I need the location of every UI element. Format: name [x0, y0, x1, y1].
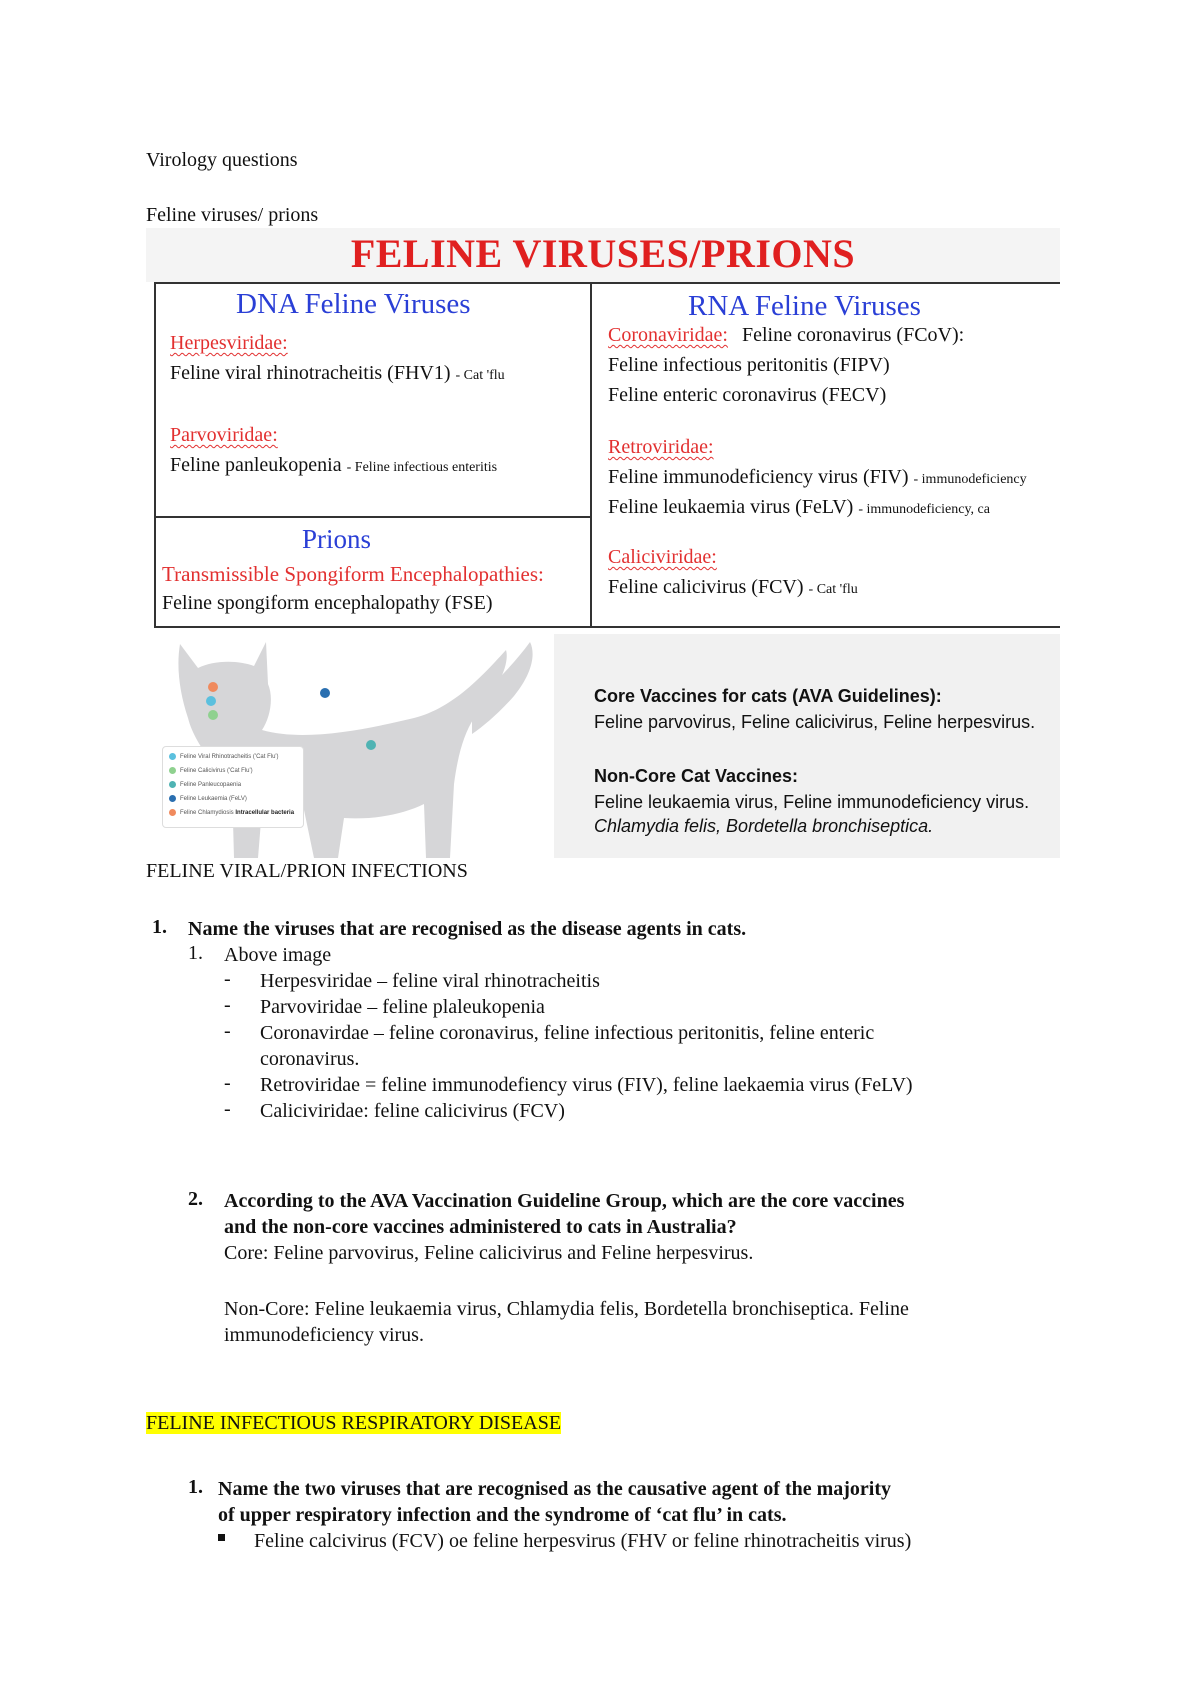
- document-subtitle: Feline viruses/ prions: [146, 204, 319, 226]
- dash-icon: -: [224, 1020, 231, 1042]
- dna-heading: DNA Feline Viruses: [236, 288, 471, 320]
- legend-label: Feline Viral Rhinotracheitis ('Cat Flu'): [180, 754, 279, 761]
- rna-item-fiv-text: Feline immunodeficiency virus (FIV): [608, 466, 909, 488]
- virus-marker-green: [208, 710, 218, 720]
- cat-illustration: [154, 634, 546, 858]
- cat-legend: [162, 746, 304, 828]
- question-2-line-1: According to the AVA Vaccination Guideline Group, which are the core vaccines: [224, 1190, 905, 1212]
- dna-item-panleukopenia: [170, 454, 497, 477]
- bullet-corona: Coronavirdae – feline coronavirus, feline infectious peritonitis, feline enteric: [260, 1022, 875, 1044]
- noncore-vaccines-list-2: Chlamydia felis, Bordetella bronchiseptica.: [594, 816, 934, 836]
- legend-dot-icon: [169, 753, 176, 760]
- s2-answer-1: Feline calcivirus (FCV) oe feline herpesvirus (FHV or feline rhinotracheitis virus): [254, 1530, 912, 1552]
- question-1: Name the viruses that are recognised as the disease agents in cats.: [188, 918, 747, 940]
- legend-item: [169, 781, 241, 788]
- rna-item-fcv: [608, 576, 858, 599]
- s2-question-1-line-2: of upper respiratory infection and the syndrome of ‘cat flu’ in cats.: [218, 1504, 787, 1526]
- legend-item: [169, 795, 247, 802]
- document-title: Virology questions: [146, 149, 298, 171]
- rna-item-felv-text: Feline leukaemia virus (FeLV): [608, 496, 854, 518]
- bullet-corona-cont: coronavirus.: [260, 1048, 360, 1070]
- core-vaccines-heading: Core Vaccines for cats (AVA Guidelines):: [594, 686, 942, 706]
- legend-item: [169, 767, 253, 774]
- rna-item-felv: [608, 496, 1060, 519]
- square-bullet-icon: [218, 1534, 225, 1541]
- dna-item-fhv-text: Feline viral rhinotracheitis (FHV1): [170, 362, 451, 384]
- prions-family: Transmissible Spongiform Encephalopathies:: [162, 562, 544, 586]
- section-heading-respiratory: [146, 1410, 561, 1436]
- legend-dot-icon: [169, 781, 176, 788]
- q2-number: 2.: [188, 1188, 203, 1210]
- highlighted-heading: FELINE INFECTIOUS RESPIRATORY DISEASE: [146, 1412, 562, 1434]
- legend-label: Feline Chlamydiosis: [180, 810, 234, 817]
- dna-item-fhv-note: - Cat 'flu: [455, 368, 505, 383]
- rna-family-corona: Coronaviridae:: [608, 324, 728, 346]
- core-vaccines-list: Feline parvovirus, Feline calicivirus, Feline herpesvirus.: [594, 712, 1036, 732]
- bullet-herpes: Herpesviridae – feline viral rhinotracheitis: [260, 970, 600, 992]
- bullet-retro: Retroviridae = feline immunodefiency virus (FIV), feline laekaemia virus (FeLV): [260, 1074, 913, 1096]
- table-divider-vertical: [590, 284, 592, 628]
- legend-label: Feline Panleucopaenia: [180, 782, 242, 789]
- answer-2-noncore-2: immunodeficiency virus.: [224, 1324, 424, 1346]
- dash-icon: -: [224, 994, 231, 1016]
- rna-item-fipv: Feline infectious peritonitis (FIPV): [608, 354, 890, 376]
- s2-q1-number: 1.: [188, 1476, 203, 1498]
- dash-icon: -: [224, 1098, 231, 1120]
- s2-question-1-line-1: Name the two viruses that are recognised as the causative agent of the majority: [218, 1478, 892, 1500]
- rna-family-retro: Retroviridae:: [608, 436, 714, 458]
- legend-extra: Intracellular bacteria: [235, 810, 295, 817]
- dna-item-panleukopenia-text: Feline panleukopenia: [170, 454, 342, 476]
- dash-icon: -: [224, 968, 231, 990]
- legend-dot-icon: [169, 795, 176, 802]
- bullet-parvo: Parvoviridae – feline plaleukopenia: [260, 996, 545, 1018]
- prions-heading: Prions: [302, 524, 372, 554]
- virus-marker-orange: [208, 682, 218, 692]
- feline-viruses-figure: [146, 228, 1060, 858]
- bullet-calici: Caliciviridae: feline calicivirus (FCV): [260, 1100, 565, 1122]
- dna-item-panleukopenia-note: - Feline infectious enteritis: [346, 460, 498, 475]
- virus-table: [154, 282, 1060, 628]
- legend-item: [169, 753, 279, 760]
- rna-item-fiv-note: - immunodeficiency: [913, 472, 1027, 487]
- answer-2-core: Core: Feline parvovirus, Feline calicivirus and Feline herpesvirus.: [224, 1242, 754, 1264]
- rna-item-fecv: Feline enteric coronavirus (FECV): [608, 384, 887, 406]
- figure-title: FELINE VIRUSES/PRIONS: [350, 231, 856, 276]
- rna-item-fcv-text: Feline calicivirus (FCV): [608, 576, 804, 598]
- question-2-line-2: and the non-core vaccines administered to cats in Australia?: [224, 1216, 737, 1238]
- legend-dot-icon: [169, 809, 176, 816]
- dash-icon: -: [224, 1072, 231, 1094]
- answer-1-text: Above image: [224, 944, 332, 966]
- vaccine-panel: [554, 634, 1060, 858]
- virus-marker-teal: [366, 740, 376, 750]
- answer-2-noncore-1: Non-Core: Feline leukaemia virus, Chlamydia felis, Bordetella bronchiseptica. Feline: [224, 1298, 909, 1320]
- table-divider-horizontal: [156, 516, 590, 518]
- virus-marker-lightblue: [206, 696, 216, 706]
- legend-label: Feline Leukaemia (FeLV): [180, 796, 247, 803]
- legend-dot-icon: [169, 767, 176, 774]
- legend-label: Feline Calicivirus ('Cat Flu'): [180, 768, 253, 775]
- rna-item-fcv-note: - Cat 'flu: [808, 582, 858, 597]
- dna-family-herpes: Herpesviridae:: [170, 332, 288, 354]
- answer-1-number: 1.: [188, 942, 203, 964]
- noncore-vaccines-heading: Non-Core Cat Vaccines:: [594, 766, 799, 786]
- rna-item-fiv: [608, 466, 1060, 489]
- dna-family-parvo: Parvoviridae:: [170, 424, 278, 446]
- virus-marker-darkblue: [320, 688, 330, 698]
- rna-item-fcov: Feline coronavirus (FCoV):: [742, 324, 965, 346]
- noncore-vaccines-list: Feline leukaemia virus, Feline immunodeficiency virus.: [594, 792, 1030, 812]
- dna-item-fhv: [170, 362, 505, 385]
- rna-family-calici: Caliciviridae:: [608, 546, 717, 568]
- q1-number: 1.: [152, 916, 167, 938]
- rna-heading: RNA Feline Viruses: [688, 290, 921, 322]
- rna-item-felv-note: - immunodeficiency, ca: [858, 502, 990, 517]
- prions-item: Feline spongiform encephalopathy (FSE): [162, 592, 493, 614]
- legend-item: [169, 809, 294, 816]
- section-heading-viral: FELINE VIRAL/PRION INFECTIONS: [146, 860, 468, 882]
